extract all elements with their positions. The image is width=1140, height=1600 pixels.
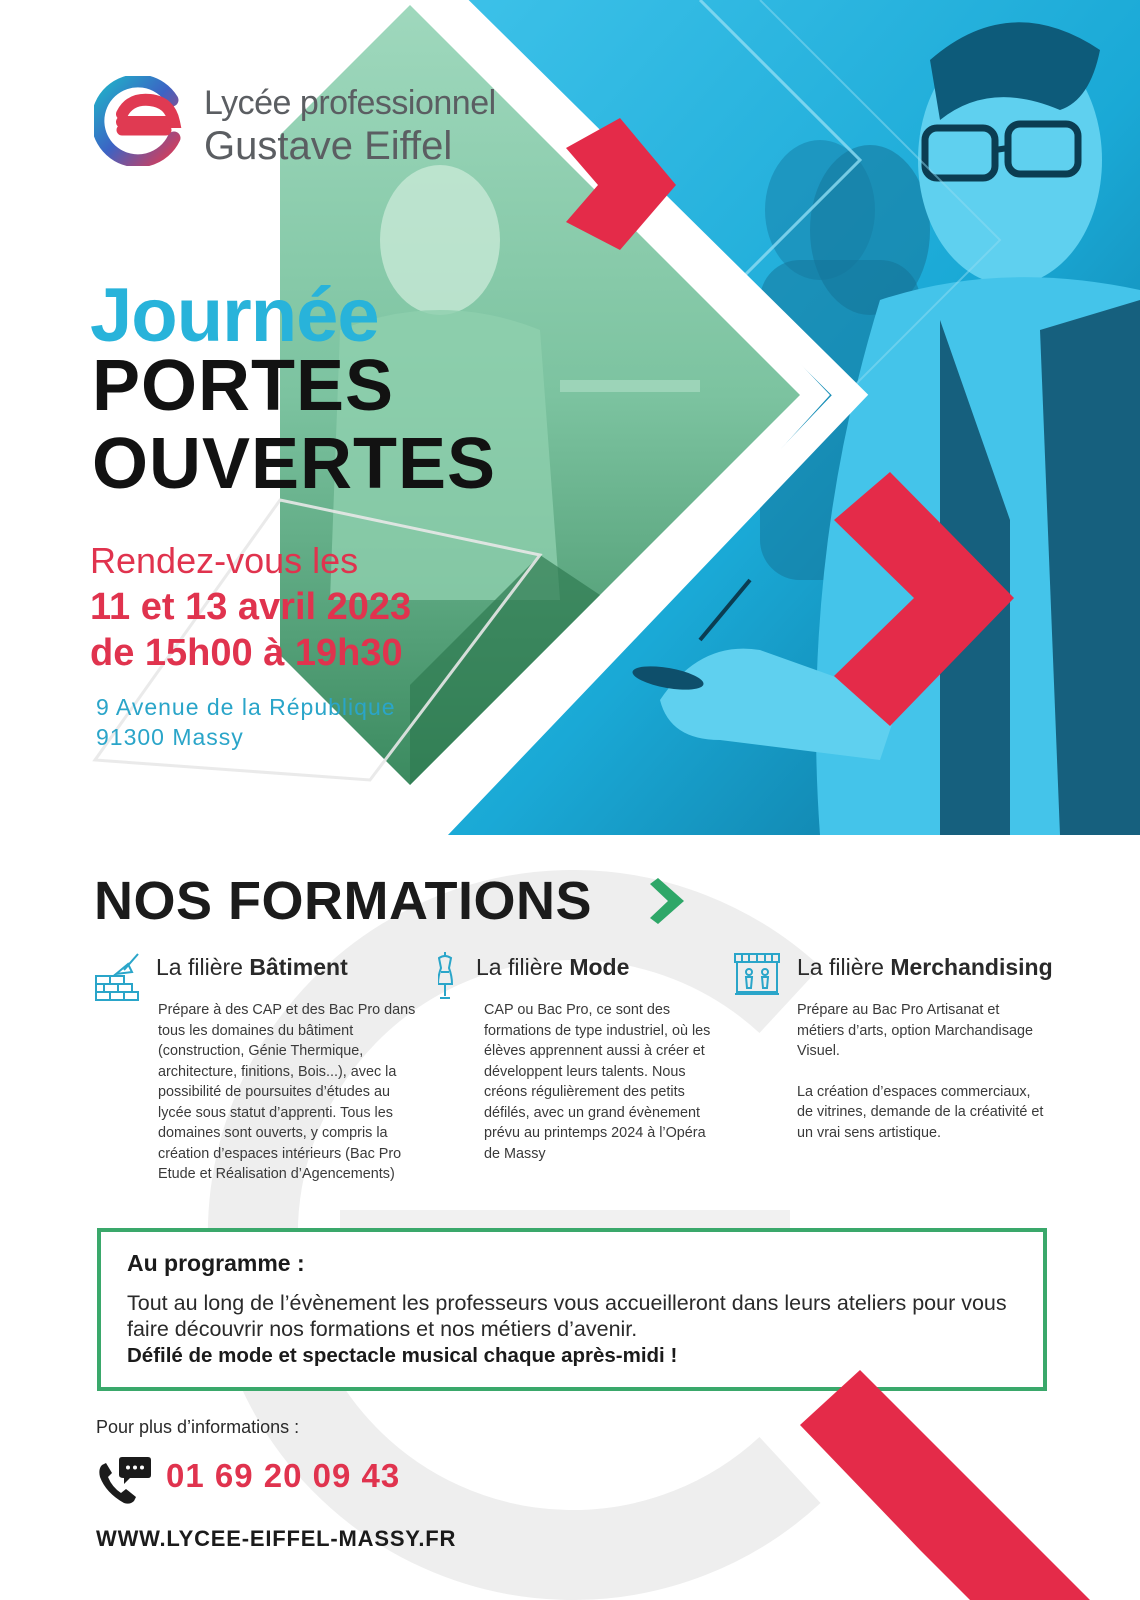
phone-number[interactable]: 01 69 20 09 43 <box>166 1457 401 1494</box>
heading-name: Bâtiment <box>249 954 348 980</box>
description-paragraph: La création d’espaces commerciaux, de vitrines, demande de la créativité et un vrai sens artistique. <box>797 1083 1044 1141</box>
website-link[interactable]: WWW.LYCEE-EIFFEL-MASSY.FR <box>96 1526 457 1551</box>
event-hours: de 15h00 à 19h30 <box>90 632 403 674</box>
heading-name: Merchandising <box>890 954 1053 980</box>
red-chevron-bottom <box>800 1370 1140 1600</box>
description-paragraph: Prépare au Bac Pro Artisanat et métiers d’arts, option Marchandisage Visuel. <box>797 1002 1033 1059</box>
shop-window-icon <box>733 950 783 1002</box>
programme-highlight: Défilé de mode et spectacle musical chaque après-midi ! <box>127 1344 678 1367</box>
rendezvous-label: Rendez-vous les <box>90 540 359 581</box>
school-name: Gustave Eiffel <box>204 124 453 168</box>
heading-prefix: La filière <box>797 954 884 980</box>
school-logo <box>94 76 514 172</box>
title-ouvertes: OUVERTES <box>92 424 497 504</box>
title-journee: Journée <box>90 273 379 358</box>
formation-description <box>484 1000 724 1164</box>
programme-text: Tout au long de l’évènement les professeurs vous accueilleront dans leurs ateliers pour vous faire découvrir nos formations et nos métiers d’avenir. <box>127 1291 1007 1341</box>
title-portes: PORTES <box>92 346 395 426</box>
heading-prefix: La filière <box>156 954 243 980</box>
programme-box <box>97 1228 1047 1391</box>
programme-title: Au programme : <box>127 1250 305 1276</box>
event-date: 11 et 13 avril 2023 <box>90 586 412 628</box>
formation-description <box>158 1000 416 1185</box>
phone-chat-icon <box>96 1455 152 1507</box>
formation-heading <box>797 954 1053 981</box>
info-label: Pour plus d’informations : <box>96 1417 300 1437</box>
formation-heading <box>156 954 348 981</box>
letter-e-logo-icon <box>94 76 184 166</box>
school-type: Lycée professionnel <box>204 84 496 122</box>
heading-name: Mode <box>569 954 630 980</box>
description-paragraph: CAP ou Bac Pro, ce sont des formations de type industriel, où les élèves apprennent aussi à créer et développent leurs talents. Nous créons régulièrement des petits défilés, avec un grand évènement prévu au printemps 2024 à l’Opéra de Massy <box>484 1002 711 1162</box>
address-city: 91300 Massy <box>96 724 244 750</box>
brick-trowel-icon <box>94 950 144 1002</box>
heading-prefix: La filière <box>476 954 563 980</box>
formations-title: NOS FORMATIONS <box>94 871 592 931</box>
green-chevron-icon <box>650 878 686 924</box>
description-paragraph: Prépare à des CAP et des Bac Pro dans tous les domaines du bâtiment (construction, Génie Thermique, architecture, finitions, Bois...), avec la possibilité de poursuites d’études au lycée sous statut d’apprenti. Tous les domaines sont ouverts, y compris la création d’espaces intérieurs (Bac Pro Etude et Réalisation d’Agencements) <box>158 1002 416 1182</box>
formation-description <box>797 1000 1047 1143</box>
address-street: 9 Avenue de la République <box>96 694 396 720</box>
formation-heading <box>476 954 629 981</box>
